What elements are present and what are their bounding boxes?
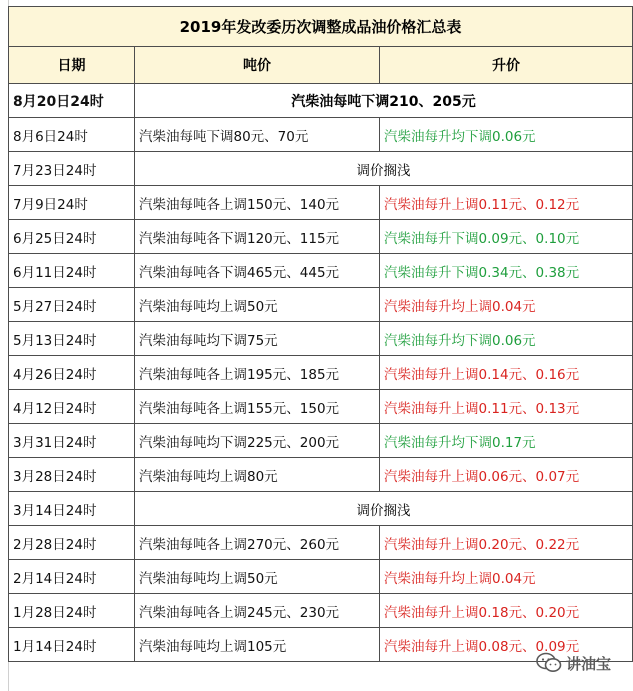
row-liter-price: 汽柴油每升均下调0.06元 [380, 322, 633, 356]
row-merged-note: 调价搁浅 [135, 152, 633, 186]
row-ton-price: 汽柴油每吨均上调50元 [135, 288, 380, 322]
row-ton-price: 汽柴油每吨各下调120元、115元 [135, 220, 380, 254]
row-date: 4月12日24时 [9, 390, 135, 424]
table-row [9, 492, 633, 526]
row-ton-price: 汽柴油每吨均下调225元、200元 [135, 424, 380, 458]
row-liter-price: 汽柴油每升上调0.11元、0.13元 [380, 390, 633, 424]
row-ton-price: 汽柴油每吨均上调50元 [135, 560, 380, 594]
table-row [9, 560, 633, 594]
row-date: 5月27日24时 [9, 288, 135, 322]
row-ton-price: 汽柴油每吨各上调270元、260元 [135, 526, 380, 560]
row-date: 4月26日24时 [9, 356, 135, 390]
row-date: 3月14日24时 [9, 492, 135, 526]
row-date: 8月20日24时 [9, 84, 135, 118]
row-date: 1月14日24时 [9, 628, 135, 662]
row-date: 7月23日24时 [9, 152, 135, 186]
row-liter-price: 汽柴油每升上调0.06元、0.07元 [380, 458, 633, 492]
row-liter-price: 汽柴油每升均下调0.17元 [380, 424, 633, 458]
row-date: 7月9日24时 [9, 186, 135, 220]
row-liter-price: 汽柴油每升下调0.09元、0.10元 [380, 220, 633, 254]
header-ton-price: 吨价 [135, 47, 380, 84]
table-row [9, 322, 633, 356]
table-row [9, 526, 633, 560]
table-row [9, 458, 633, 492]
table-row [9, 220, 633, 254]
price-table [8, 6, 633, 662]
row-merged-note: 调价搁浅 [135, 492, 633, 526]
row-date: 6月25日24时 [9, 220, 135, 254]
row-liter-price: 汽柴油每升下调0.34元、0.38元 [380, 254, 633, 288]
table-row [9, 118, 633, 152]
row-date: 3月31日24时 [9, 424, 135, 458]
table-row [9, 390, 633, 424]
watermark [536, 648, 611, 678]
row-liter-price: 汽柴油每升上调0.20元、0.22元 [380, 526, 633, 560]
row-date: 3月28日24时 [9, 458, 135, 492]
table-row [9, 84, 633, 118]
price-summary-sheet [8, 6, 632, 662]
header-row [9, 47, 633, 84]
row-date: 6月11日24时 [9, 254, 135, 288]
row-liter-price: 汽柴油每升上调0.14元、0.16元 [380, 356, 633, 390]
table-row [9, 288, 633, 322]
row-ton-price: 汽柴油每吨均上调80元 [135, 458, 380, 492]
row-ton-price: 汽柴油每吨各下调465元、445元 [135, 254, 380, 288]
row-date: 2月28日24时 [9, 526, 135, 560]
row-ton-price: 汽柴油每吨各上调155元、150元 [135, 390, 380, 424]
row-date: 2月14日24时 [9, 560, 135, 594]
row-date: 1月28日24时 [9, 594, 135, 628]
table-row [9, 152, 633, 186]
table-row [9, 356, 633, 390]
row-liter-price: 汽柴油每升均上调0.04元 [380, 560, 633, 594]
row-date: 8月6日24时 [9, 118, 135, 152]
header-date: 日期 [9, 47, 135, 84]
table-row [9, 186, 633, 220]
table-row [9, 424, 633, 458]
header-liter-price: 升价 [380, 47, 633, 84]
row-ton-price: 汽柴油每吨各上调195元、185元 [135, 356, 380, 390]
row-liter-price: 汽柴油每升上调0.08元、0.09元 [380, 628, 633, 662]
row-ton-price: 汽柴油每吨下调80元、70元 [135, 118, 380, 152]
watermark-text: 讲油宝 [566, 654, 612, 673]
row-liter-price: 汽柴油每升上调0.18元、0.20元 [380, 594, 633, 628]
row-ton-price: 汽柴油每吨各上调245元、230元 [135, 594, 380, 628]
row-ton-price: 汽柴油每吨各上调150元、140元 [135, 186, 380, 220]
table-row [9, 254, 633, 288]
row-ton-price: 汽柴油每吨均下调75元 [135, 322, 380, 356]
row-date: 5月13日24时 [9, 322, 135, 356]
table-row [9, 594, 633, 628]
wechat-icon [536, 652, 562, 674]
row-liter-price: 汽柴油每升上调0.11元、0.12元 [380, 186, 633, 220]
row-liter-price: 汽柴油每升均下调0.06元 [380, 118, 633, 152]
row-ton-price: 汽柴油每吨均上调105元 [135, 628, 380, 662]
table-title: 2019年发改委历次调整成品油价格汇总表 [9, 7, 633, 47]
row-liter-price: 汽柴油每升均上调0.04元 [380, 288, 633, 322]
title-row [9, 7, 633, 47]
row-merged-note: 汽柴油每吨下调210、205元 [135, 84, 633, 118]
